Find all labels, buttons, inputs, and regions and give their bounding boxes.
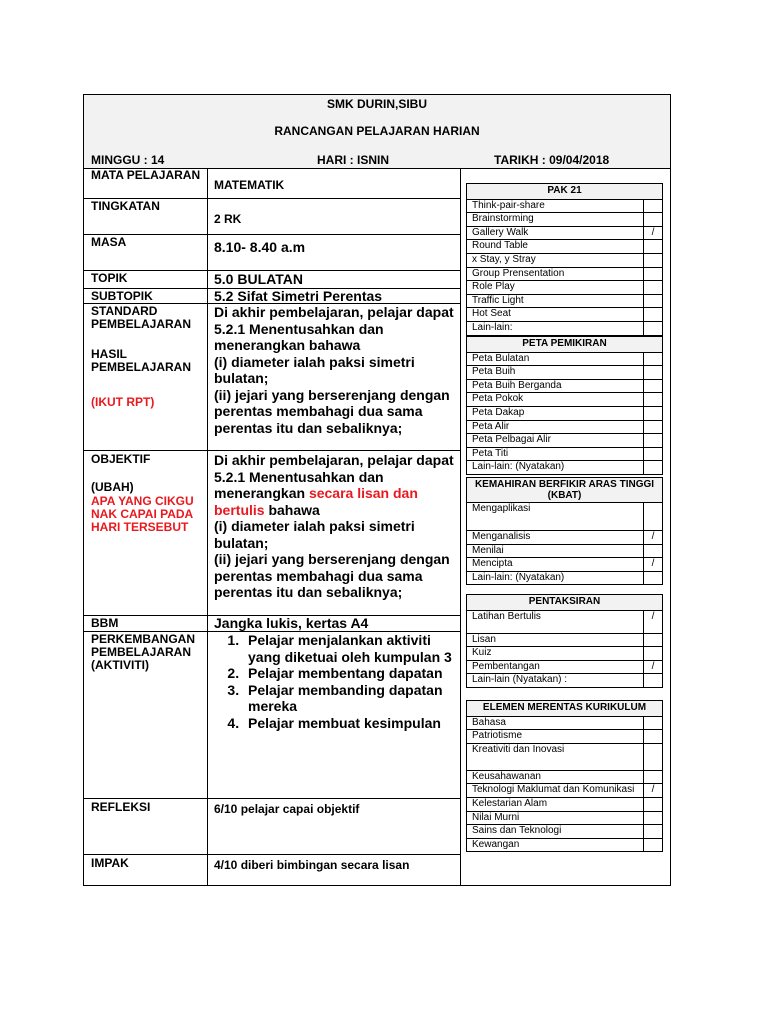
peta-mark [644,420,663,434]
hari-field: HARI : ISNIN [317,153,389,167]
emk-mark [644,797,663,811]
peta-item: Lain-lain: (Nyatakan) [467,461,644,475]
emk-title: ELEMEN MERENTAS KURIKULUM [467,701,663,717]
kbat-mark [644,503,663,531]
row-mata-pelajaran [84,168,460,198]
pentaksiran-item: Latihan Bertulis [467,610,644,633]
pentaksiran-mark [644,674,663,688]
peta-title: PETA PEMIKIRAN [467,337,663,353]
mata-pelajaran-label: MATA PELAJARAN [91,168,201,182]
pak21-item: Lain-lain: [467,321,644,335]
pak21-item: Round Table [467,240,644,254]
kbat-table [466,477,663,585]
pak21-mark [644,308,663,322]
emk-item: Patriotisme [467,730,644,744]
peta-item: Peta Buih Berganda [467,379,644,393]
objektif-line [214,469,458,519]
objektif-text: bahawa [264,501,320,518]
pak21-mark [644,321,663,335]
topik-label: TOPIK [91,271,128,285]
kbat-item: Mengaplikasi [467,503,644,531]
emk-item: Kreativiti dan Inovasi [467,743,644,770]
kbat-mark [644,544,663,558]
row-refleksi [84,798,460,854]
subtopik-value: 5.2 Sifat Simetri Perentas [214,288,383,304]
pentaksiran-mark: / [644,660,663,674]
pak21-item: Traffic Light [467,294,644,308]
standard-line: (ii) jejari yang berserenjang dengan perentas membahagi dua sama perentas itu dan sebaliknya; [214,386,450,436]
pak21-item: Brainstorming [467,213,644,227]
pak21-mark [644,267,663,281]
lesson-details [84,168,461,885]
row-bbm [84,615,460,631]
standard-content [214,304,458,436]
pak21-mark [644,199,663,213]
pentaksiran-mark [644,647,663,661]
emk-mark [644,716,663,730]
pak21-title: PAK 21 [467,184,663,200]
objektif-line: Di akhir pembelajaran, pelajar dapat [214,452,454,468]
tarikh-field: TARIKH : 09/04/2018 [494,153,610,167]
kbat-item: Mencipta [467,558,644,572]
peta-item: Peta Buih [467,366,644,380]
emk-item: Sains dan Teknologi [467,825,644,839]
aktiviti-label: PERKEMBANGAN PEMBELAJARAN (AKTIVITI) [91,632,196,672]
kbat-mark: / [644,531,663,545]
emk-mark [644,825,663,839]
impak-value: 4/10 diberi bimbingan secara lisan [214,858,410,872]
tingkatan-label: TINGKATAN [91,199,160,213]
aktiviti-item: 2. Pelajar membentang dapatan [243,665,459,682]
pentaksiran-item: Lain-lain (Nyatakan) : [467,674,644,688]
pentaksiran-item: Pembentangan [467,660,644,674]
emk-mark [644,770,663,784]
emk-item: Bahasa [467,716,644,730]
standard-line: (i) diameter ialah paksi simetri bulatan; [214,353,415,386]
emk-mark: / [644,784,663,798]
emk-item: Kelestarian Alam [467,797,644,811]
row-impak [84,854,460,885]
pak21-mark [644,281,663,295]
peta-item: Peta Pokok [467,393,644,407]
peta-item: Peta Dakap [467,406,644,420]
kbat-item: Menilai [467,544,644,558]
pak21-item: Gallery Walk [467,226,644,240]
kbat-item: Menganalisis [467,531,644,545]
standard-line: Di akhir pembelajaran, pelajar dapat [214,304,454,320]
refleksi-value: 6/10 pelajar capai objektif [214,802,360,816]
pak21-item: Role Play [467,281,644,295]
kbat-title: KEMAHIRAN BERFIKIR ARAS TINGGI (KBAT) [467,478,663,503]
document-title: RANCANGAN PELAJARAN HARIAN [274,124,480,138]
peta-mark [644,379,663,393]
pak21-mark: / [644,226,663,240]
pak21-mark [644,253,663,267]
objektif-label: OBJEKTIF [91,452,151,466]
tingkatan-value: 2 RK [214,212,242,226]
pak21-item: Think-pair-share [467,199,644,213]
peta-mark [644,366,663,380]
topik-value: 5.0 BULATAN [214,271,303,287]
row-aktiviti [84,631,460,798]
emk-item: Keusahawanan [467,770,644,784]
masa-value: 8.10- 8.40 a.m [214,239,306,255]
peta-item: Peta Pelbagai Alir [467,434,644,448]
pentaksiran-item: Kuiz [467,647,644,661]
row-masa [84,234,460,270]
objektif-line: (i) diameter ialah paksi simetri bulatan; [214,518,415,551]
emk-item: Kewangan [467,838,644,852]
pentaksiran-mark [644,633,663,647]
bbm-label: BBM [91,616,119,630]
row-standard-pembelajaran [84,303,460,450]
pak21-item: Group Prensentation [467,267,644,281]
hasil-label: HASIL PEMBELAJARAN [91,347,192,374]
emk-mark [644,838,663,852]
kbat-item: Lain-lain: (Nyatakan) [467,571,644,585]
objektif-line: (ii) jejari yang berserenjang dengan perentas membahagi dua sama perentas itu dan sebaliknya; [214,551,450,600]
bbm-value: Jangka lukis, kertas A4 [214,615,369,631]
emk-item: Teknologi Maklumat dan Komunikasi [467,784,644,798]
emk-mark [644,730,663,744]
pak21-table [466,183,663,336]
peta-item: Peta Bulatan [467,352,644,366]
objektif-content [214,452,458,601]
pak21-mark [644,213,663,227]
peta-item: Peta Titi [467,447,644,461]
impak-label: IMPAK [91,856,129,870]
aktiviti-list [217,632,459,731]
emk-item: Nilai Murni [467,811,644,825]
standard-label: STANDARD PEMBELAJARAN [91,304,192,331]
peta-mark [644,447,663,461]
aktiviti-item: 3. Pelajar membanding dapatan mereka [243,682,459,715]
kbat-mark: / [644,558,663,572]
pak21-mark [644,240,663,254]
masa-label: MASA [91,235,127,249]
peta-mark [644,434,663,448]
peta-item: Peta Alir [467,420,644,434]
pak21-item: Hot Seat [467,308,644,322]
kbat-mark [644,571,663,585]
objektif-highlight: secara lisan dan bertulis [214,485,418,518]
emk-table [466,700,663,852]
emk-mark [644,811,663,825]
peta-pemikiran-table [466,336,663,475]
header [84,95,670,169]
peta-mark [644,393,663,407]
row-subtopik [84,288,460,303]
standard-line: 5.2.1 Menentusahkan dan menerangkan bahawa [214,320,384,353]
peta-mark [644,406,663,420]
objektif-note: APA YANG CIKGU NAK CAPAI PADA HARI TERSEBUT [91,494,194,534]
emk-mark [644,743,663,770]
peta-mark [644,461,663,475]
mata-pelajaran-value: MATEMATIK [214,178,285,192]
pak21-mark [644,294,663,308]
peta-mark [644,352,663,366]
objektif-text: 5.2.1 Menentusahkan dan menerangkan [214,468,384,501]
aktiviti-item: 4. Pelajar membuat kesimpulan [243,715,459,732]
pak21-item: x Stay, y Stray [467,253,644,267]
pentaksiran-mark: / [644,610,663,633]
pentaksiran-title: PENTAKSIRAN [467,595,663,611]
ubah-note: (UBAH) [91,480,134,494]
subtopik-label: SUBTOPIK [91,289,153,303]
row-objektif [84,450,460,615]
refleksi-label: REFLEKSI [91,800,151,814]
pentaksiran-item: Lisan [467,633,644,647]
ikut-rpt-note: (IKUT RPT) [91,395,155,409]
minggu-field: MINGGU : 14 [91,153,165,167]
school-name: SMK DURIN,SIBU [326,97,427,111]
pentaksiran-table [466,594,663,688]
row-topik [84,270,460,288]
row-tingkatan [84,198,460,234]
aktiviti-item: 1. Pelajar menjalankan aktiviti yang diketuai oleh kumpulan 3 [243,632,459,665]
